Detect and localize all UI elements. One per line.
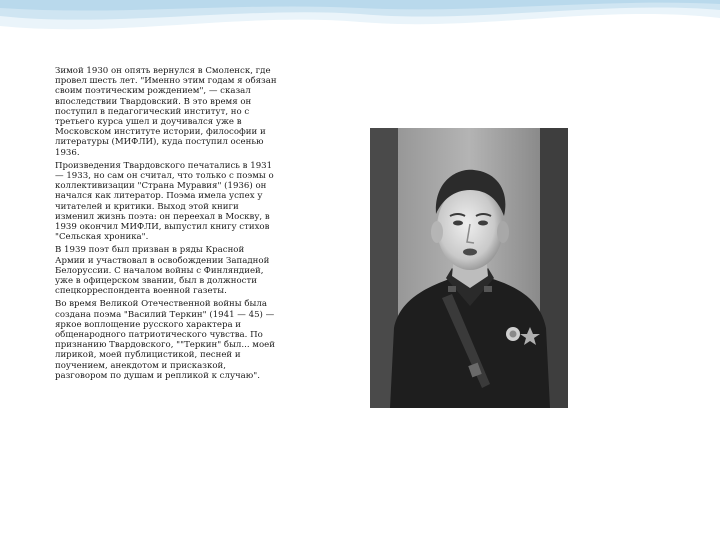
paragraph-3: В 1939 поэт был призван в ряды Красной Армии и участвовал в освобождении Западной Белоруссии. С началом войны с Финляндией, уже в офицерском звании, был в должности спецкорреспондента военной газеты. xyxy=(55,245,270,297)
decorative-wave xyxy=(0,0,720,60)
portrait-photo xyxy=(370,128,568,408)
paragraph-2: Произведения Твардовского печатались в 1931 — 1933, но сам он считал, что только с поэмы о коллективизации "Страна Муравия" (1936) он начался как литератор. Поэма имела успех у читателей и критики. Выход этой книги изменил жизнь поэта: он переехал в Москву, в 1939 окончил МИФЛИ, выпустил книгу стихов "Сельская хроника". xyxy=(55,160,274,243)
paragraph-4: Во время Великой Отечественной войны была создана поэма "Василий Теркин" (1941 — 45) — яркое воплощение русского характера и общенародного патриотического чувства. По признанию Твардовского, ""Теркин" был... моей лирикой, моей публицистикой, песней и поучением, анекдотом и присказкой, разговором по душам и репликой к случаю". xyxy=(55,299,275,381)
body-text xyxy=(55,66,277,384)
portrait-illustration xyxy=(370,128,568,408)
paragraph-1: Зимой 1930 он опять вернулся в Смоленск, где провел шесть лет. "Именно этим годам я обязан своим поэтическим рождением", — сказал впоследствии Твардовский. В это время он поступил в педагогический институт, но с третьего курса ушел и доучивался уже в Московском институте истории, философии и литературы (МИФЛИ), куда поступил осенью 1936. xyxy=(55,66,277,158)
